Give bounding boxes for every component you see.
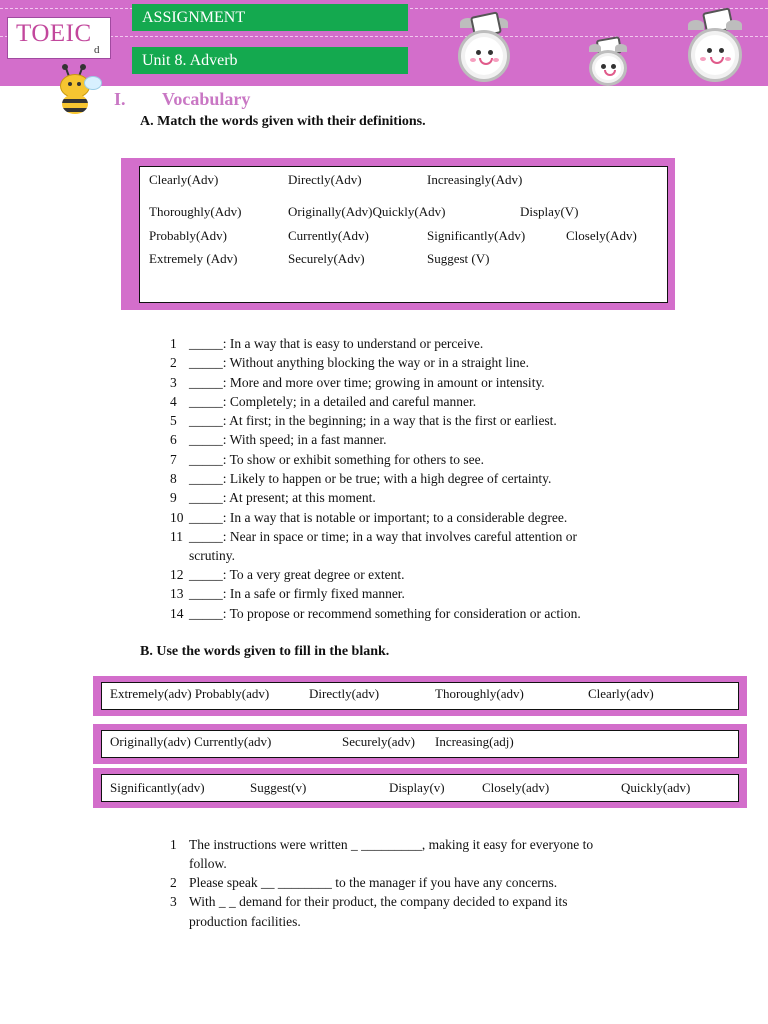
definition-number: 8 (170, 471, 177, 486)
definition-text: _____: Completely; in a detailed and careful manner. (189, 394, 477, 409)
definition-text: _____: At first; in the beginning; in a way that is the first or earliest. (189, 413, 557, 428)
bee-icon (58, 66, 102, 116)
part-a-heading: A. Match the words given with their definitions. (140, 114, 426, 129)
definition-text: _____: At present; at this moment. (189, 490, 376, 505)
word-bank-word: Directly(Adv) (288, 172, 362, 187)
sentence-text: With _ _ demand for their product, the company decided to expand its (189, 894, 568, 909)
word-bank-word: Increasingly(Adv) (427, 172, 523, 187)
word-bank-word: Thoroughly(Adv) (149, 204, 242, 219)
word-bank-word: Suggest (V) (427, 251, 490, 266)
sentence-text: production facilities. (189, 914, 301, 929)
alarm-clock-icon (682, 10, 748, 84)
definition-text: _____: In a safe or firmly fixed manner. (189, 586, 405, 601)
section-title: Vocabulary (162, 89, 251, 109)
definition-number: 3 (170, 375, 177, 390)
word-bank-word: Currently(Adv) (288, 228, 369, 243)
word-bank-word: Increasing(adj) (435, 734, 514, 749)
definition-text: _____: Near in space or time; in a way that involves careful attention or (189, 529, 577, 544)
sentence-text: follow. (189, 856, 227, 871)
definition-number: 4 (170, 394, 177, 409)
word-bank-word: Clearly(Adv) (149, 172, 219, 187)
definition-number: 5 (170, 413, 177, 428)
definition-text: _____: In a way that is notable or important; to a considerable degree. (189, 510, 568, 525)
definition-number: 12 (170, 567, 184, 582)
word-bank-word: Display(V) (520, 204, 579, 219)
word-bank-word: Closely(adv) (482, 780, 550, 795)
word-bank-word: Quickly(adv) (621, 780, 691, 795)
definition-number: 9 (170, 490, 177, 505)
toeic-logo: TOEIC (16, 20, 92, 47)
word-bank-word: Clearly(adv) (588, 686, 654, 701)
definition-number: 13 (170, 586, 184, 601)
sentence-number: 1 (170, 837, 177, 852)
word-bank-word: Extremely (Adv) (149, 251, 238, 266)
word-bank-word: Significantly(adv) (110, 780, 205, 795)
definition-text: _____: More and more over time; growing in amount or intensity. (189, 375, 545, 390)
alarm-clock-icon (452, 14, 516, 86)
definition-number: 10 (170, 510, 184, 525)
word-bank-word: Closely(Adv) (566, 228, 637, 243)
definition-number: 11 (170, 529, 183, 544)
word-bank-word: Directly(adv) (309, 686, 380, 701)
word-bank-word: Display(v) (389, 780, 445, 795)
definition-number: 7 (170, 452, 177, 467)
definition-text: _____: To propose or recommend something for consideration or action. (189, 606, 581, 621)
sentence-text: The instructions were written _ _________, making it easy for everyone to (189, 837, 594, 852)
header-dashed-line (0, 36, 768, 37)
definition-text: scrutiny. (189, 548, 235, 563)
word-bank-word: Originally(Adv)Quickly(Adv) (288, 204, 446, 219)
definition-number: 2 (170, 355, 177, 370)
definition-number: 14 (170, 606, 184, 621)
toeic-logo-sub: d (94, 44, 100, 56)
unit-label: Unit 8. Adverb (132, 47, 408, 74)
definition-text: _____: To a very great degree or extent. (189, 567, 405, 582)
alarm-clock-icon (585, 38, 631, 86)
word-bank-word: Suggest(v) (250, 780, 307, 795)
definition-text: _____: Without anything blocking the way or in a straight line. (189, 355, 530, 370)
definition-text: _____: Likely to happen or be true; with a high degree of certainty. (189, 471, 552, 486)
word-bank-word: Securely(adv) (342, 734, 415, 749)
definition-number: 6 (170, 432, 177, 447)
definition-number: 1 (170, 336, 177, 351)
word-bank-word: Significantly(Adv) (427, 228, 526, 243)
section-number: I. (114, 89, 126, 109)
word-bank-word: Originally(adv) Currently(adv) (110, 734, 272, 749)
word-bank-word: Extremely(adv) Probably(adv) (110, 686, 270, 701)
definition-text: _____: To show or exhibit something for others to see. (189, 452, 485, 467)
definition-text: _____: With speed; in a fast manner. (189, 432, 387, 447)
sentence-number: 2 (170, 875, 177, 890)
part-b-heading: B. Use the words given to fill in the blank. (140, 644, 390, 659)
definition-text: _____: In a way that is easy to understand or perceive. (189, 336, 484, 351)
word-bank-word: Thoroughly(adv) (435, 686, 524, 701)
assignment-label: ASSIGNMENT (132, 4, 408, 31)
sentence-number: 3 (170, 894, 177, 909)
word-bank-word: Securely(Adv) (288, 251, 365, 266)
sentence-text: Please speak __ ________ to the manager if you have any concerns. (189, 875, 558, 890)
word-bank-word: Probably(Adv) (149, 228, 227, 243)
